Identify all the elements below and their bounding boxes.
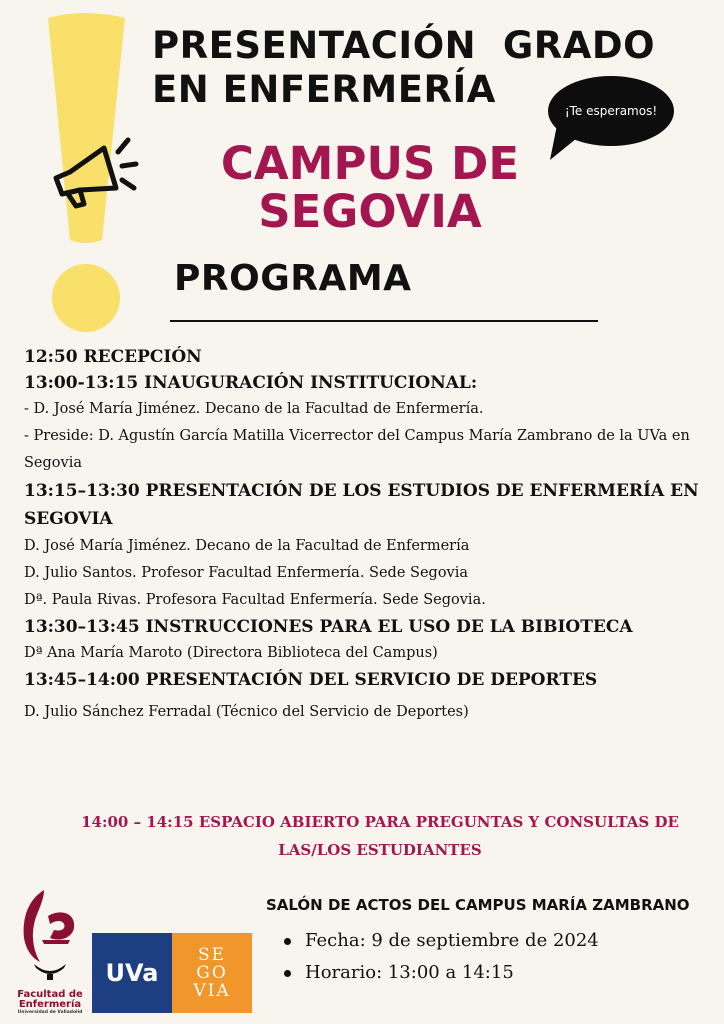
time-item: Horario: 13:00 a 14:15 bbox=[284, 962, 514, 983]
program-heading: 13:30–13:45 INSTRUCCIONES PARA EL USO DE LA BIBIOTECA bbox=[24, 617, 633, 637]
program-line: D. José María Jiménez. Decano de la Facultad de Enfermería bbox=[24, 538, 470, 554]
program-list bbox=[24, 344, 704, 726]
program-heading: 13:00-13:15 INAUGURACIÓN INSTITUCIONAL: bbox=[24, 373, 478, 393]
faculty-logo-text: Facultad de Enfermería Universidad de Valladolid bbox=[17, 989, 83, 1015]
program-heading: 12:50 RECEPCIÓN bbox=[24, 347, 202, 367]
speech-bubble-tail bbox=[548, 120, 588, 162]
section-title: PROGRAMA bbox=[174, 258, 412, 299]
date-item: Fecha: 9 de septiembre de 2024 bbox=[284, 930, 599, 951]
venue-name: SALÓN DE ACTOS DEL CAMPUS MARÍA ZAMBRANO bbox=[266, 896, 690, 914]
program-line: Dª. Paula Rivas. Profesora Facultad Enfermería. Sede Segovia. bbox=[24, 592, 486, 608]
program-line: - D. José María Jiménez. Decano de la Facultad de Enfermería. bbox=[24, 401, 484, 417]
segovia-logo: SE GO VIA bbox=[172, 933, 252, 1013]
program-line: D. Julio Sánchez Ferradal (Técnico del Servicio de Deportes) bbox=[24, 704, 469, 720]
bubble-text: ¡Te esperamos! bbox=[564, 104, 658, 118]
divider bbox=[170, 320, 598, 322]
bullet-icon bbox=[284, 970, 291, 977]
program-heading: 13:45–14:00 PRESENTACIÓN DEL SERVICIO DE DEPORTES bbox=[24, 670, 598, 690]
program-line: D. Julio Santos. Profesor Facultad Enfermería. Sede Segovia bbox=[24, 565, 469, 581]
page-title: PRESENTACIÓN GRADO EN ENFERMERÍA bbox=[152, 24, 656, 111]
exclamation-megaphone-graphic bbox=[40, 8, 150, 338]
uva-logo: UVa bbox=[92, 933, 172, 1013]
program-heading: 13:15–13:30 PRESENTACIÓN DE LOS ESTUDIOS DE ENFERMERÍA EN SEGOVIA bbox=[24, 481, 699, 529]
open-space-notice: 14:00 – 14:15 ESPACIO ABIERTO PARA PREGUNTAS Y CONSULTAS DE LAS/LOS ESTUDIANTES bbox=[81, 813, 679, 859]
faculty-logo-icon bbox=[14, 886, 84, 986]
program-line: - Preside: D. Agustín García Matilla Vicerrector del Campus María Zambrano de la UVa en Segovia bbox=[24, 428, 690, 471]
campus-title: CAMPUS DE SEGOVIA bbox=[220, 137, 520, 238]
bullet-icon bbox=[284, 938, 291, 945]
program-line: Dª Ana María Maroto (Directora Biblioteca del Campus) bbox=[24, 645, 438, 661]
